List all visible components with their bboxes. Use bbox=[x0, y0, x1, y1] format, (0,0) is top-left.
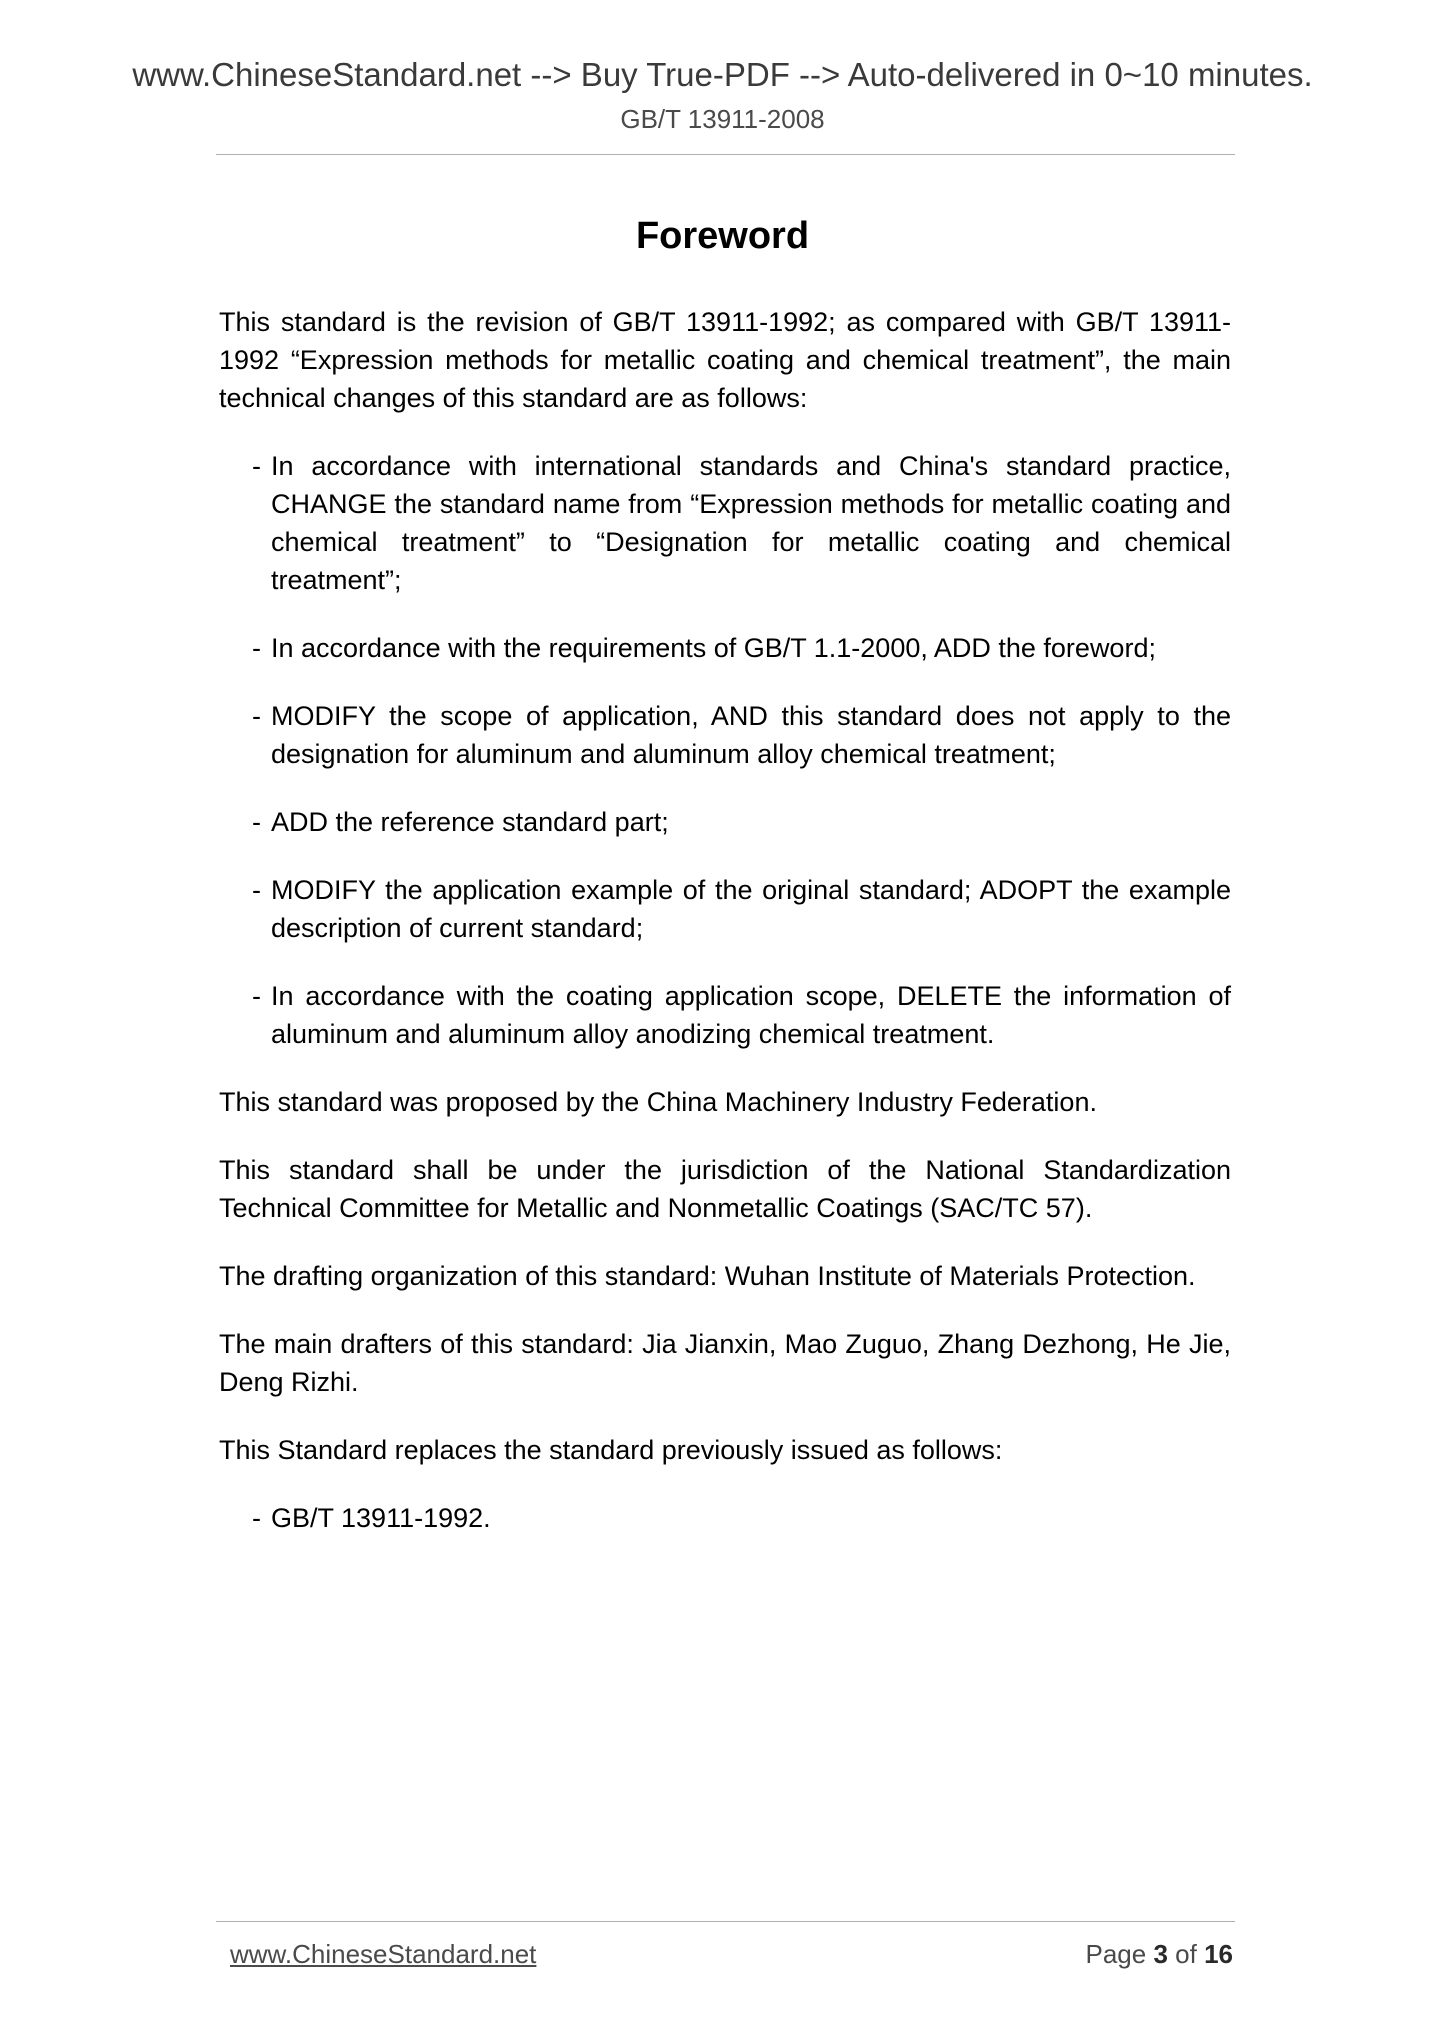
change-item-text: ADD the reference standard part; bbox=[271, 807, 669, 837]
drafting-org-paragraph: The drafting organization of this standard: Wuhan Institute of Materials Protection. bbox=[219, 1261, 1196, 1291]
change-item: - In accordance with international standards and China's standard practice, CHANGE the standard name from “Expression methods for metallic coating and chemical treatment” to “Designation for metallic coating and chemical treatment”; bbox=[252, 451, 1231, 595]
replaces-item-text: GB/T 13911-1992. bbox=[271, 1503, 491, 1533]
replaces-intro-paragraph: This Standard replaces the standard previously issued as follows: bbox=[219, 1435, 1003, 1465]
intro-paragraph: This standard is the revision of GB/T 13911-1992; as compared with GB/T 13911-1992 “Expression methods for metallic coating and chemical treatment”, the main technical changes of this standard are as follows: bbox=[219, 307, 1231, 413]
replaces-item: - GB/T 13911-1992. bbox=[252, 1503, 491, 1533]
jurisdiction-paragraph: This standard shall be under the jurisdiction of the National Standardization Technical Committee for Metallic and Nonmetallic Coatings (SAC/TC 57). bbox=[219, 1155, 1231, 1223]
page-total: 16 bbox=[1204, 1939, 1233, 1969]
replaces-list bbox=[219, 1499, 1231, 1537]
footer-divider bbox=[216, 1921, 1235, 1922]
change-item-text: In accordance with the requirements of GB/T 1.1-2000, ADD the foreword; bbox=[271, 633, 1156, 663]
change-item-text: MODIFY the scope of application, AND this standard does not apply to the designation for aluminum and aluminum alloy chemical treatment; bbox=[271, 701, 1231, 769]
page-indicator bbox=[1085, 1937, 1233, 1971]
page-prefix: Page bbox=[1085, 1939, 1147, 1969]
header-banner: www.ChineseStandard.net --> Buy True-PDF --> Auto-delivered in 0~10 minutes. bbox=[132, 56, 1313, 93]
change-item: - In accordance with the coating application scope, DELETE the information of aluminum and aluminum alloy anodizing chemical treatment. bbox=[252, 981, 1231, 1049]
proposed-by-paragraph: This standard was proposed by the China Machinery Industry Federation. bbox=[219, 1087, 1097, 1117]
header-doc-number: GB/T 13911-2008 bbox=[620, 104, 825, 134]
change-item-text: MODIFY the application example of the original standard; ADOPT the example description of current standard; bbox=[271, 875, 1231, 943]
change-item: - MODIFY the scope of application, AND this standard does not apply to the designation for aluminum and aluminum alloy chemical treatment; bbox=[252, 701, 1231, 769]
page-title: Foreword bbox=[635, 215, 810, 257]
change-item-text: In accordance with the coating application scope, DELETE the information of aluminum and aluminum alloy anodizing chemical treatment. bbox=[271, 981, 1231, 1049]
changes-list bbox=[219, 447, 1231, 1053]
foreword-body bbox=[219, 303, 1231, 1567]
drafters-paragraph: The main drafters of this standard: Jia Jianxin, Mao Zuguo, Zhang Dezhong, He Jie, Deng Rizhi. bbox=[219, 1329, 1231, 1397]
page-current: 3 bbox=[1153, 1939, 1168, 1969]
header-divider bbox=[216, 154, 1235, 155]
page-of: of bbox=[1175, 1939, 1197, 1969]
change-item: - MODIFY the application example of the original standard; ADOPT the example description of current standard; bbox=[252, 875, 1231, 943]
change-item: - ADD the reference standard part; bbox=[252, 807, 669, 837]
change-item-text: In accordance with international standards and China's standard practice, CHANGE the standard name from “Expression methods for metallic coating and chemical treatment” to “Designation for metallic coating and chemical treatment”; bbox=[271, 451, 1231, 595]
change-item: - In accordance with the requirements of GB/T 1.1-2000, ADD the foreword; bbox=[252, 633, 1156, 663]
footer-site-link[interactable]: www.ChineseStandard.net bbox=[230, 1939, 537, 1969]
